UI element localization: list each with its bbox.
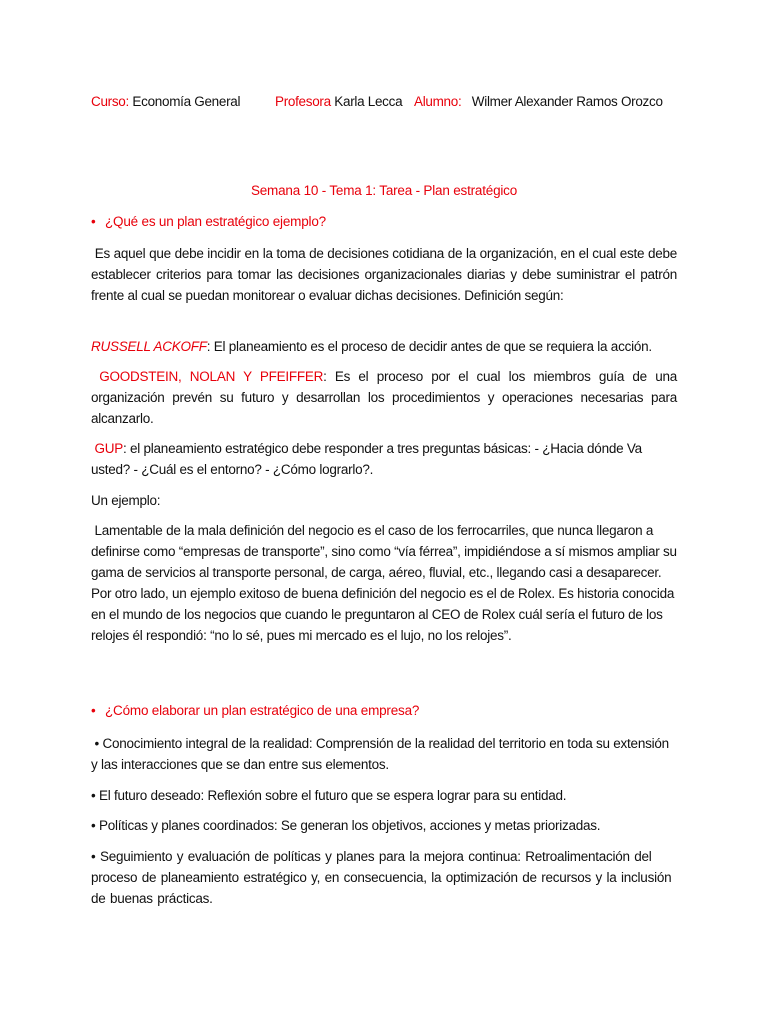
student-value: Wilmer Alexander Ramos Orozco	[471, 94, 663, 109]
list-item-text: • Conocimiento integral de la realidad: Comprensión de la realidad del territorio en toda su extensión y las interacciones que se dan entre sus elementos.	[91, 736, 669, 772]
section1-question-text: ¿Qué es un plan estratégico ejemplo?	[105, 214, 326, 229]
definition-ackoff-text: : El planeamiento es el proceso de decidir antes de que se requiera la acción.	[206, 339, 652, 354]
course-label: Curso:	[91, 94, 129, 109]
course-value: Economía General	[132, 94, 241, 109]
definition-goodstein-author: GOODSTEIN, NOLAN Y PFEIFFER	[99, 369, 324, 384]
definition-ackoff-author: RUSSELL ACKOFF	[91, 339, 207, 354]
bullet-icon: •	[91, 214, 96, 229]
definition-ackoff	[91, 336, 677, 357]
bullet-icon: •	[91, 703, 96, 718]
definition-paragraph-text: Es aquel que debe incidir en la toma de decisiones cotidiana de la organización, en el cual este debe establecer criterios para tomar las decisiones organizacionales diarias y debe suministrar el patrón frente al cual se puedan monitorear o evaluar dichas decisiones. Definición según:	[91, 246, 677, 303]
list-item	[91, 815, 677, 836]
definition-goodstein	[91, 366, 677, 429]
definition-gup	[91, 438, 677, 480]
list-item	[91, 846, 677, 909]
course-field	[91, 94, 240, 109]
teacher-field	[275, 94, 402, 109]
student-label: Alumno:	[414, 94, 462, 109]
definition-gup-author: GUP	[94, 441, 124, 456]
student-field	[414, 94, 663, 109]
example-paragraph-text: Lamentable de la mala definición del negocio es el caso de los ferrocarriles, que nunca llegaron a definirse como “empresas de transporte”, sino como “vía férrea”, impidiéndose a sí mismos ampliar su gama de servicios al transporte personal, de carga, aéreo, fluvial, etc., llegando casi a desaparecer. Por otro lado, un ejemplo exitoso de buena definición del negocio es el de Rolex. Es historia conocida en el mundo de los negocios que cuando le preguntaron al CEO de Rolex cuál sería el futuro de los relojes él respondió: “no lo sé, pues mi mercado es el lujo, no los relojes”.	[91, 523, 677, 643]
example-label: Un ejemplo:	[91, 493, 161, 508]
definition-goodstein-text: : Es el proceso por el cual los miembros guía de una organización prevén su futuro y desarrollan los procedimientos y operaciones necesarias para alcanzarlo.	[91, 369, 677, 426]
list-item-text: • Políticas y planes coordinados: Se generan los objetivos, acciones y metas priorizadas.	[91, 818, 601, 833]
section1-question	[91, 214, 326, 229]
section2-question-text: ¿Cómo elaborar un plan estratégico de una empresa?	[105, 703, 420, 718]
page-title: Semana 10 - Tema 1: Tarea - Plan estratégico	[250, 183, 518, 198]
example-paragraph	[91, 520, 677, 646]
teacher-label: Profesora	[275, 94, 331, 109]
list-item	[91, 733, 677, 775]
teacher-value: Karla Lecca	[334, 94, 403, 109]
definition-gup-text: : el planeamiento estratégico debe responder a tres preguntas básicas: - ¿Hacia dónde Va usted? - ¿Cuál es el entorno? - ¿Cómo lograrlo?.	[91, 441, 642, 477]
list-item-text: • Seguimiento y evaluación de políticas y planes para la mejora continua: Retroalimentación del proceso de planeamiento estratégico y, en consecuencia, la optimización de recursos y la inclusión de buenas prácticas.	[91, 849, 672, 906]
section2-question	[91, 703, 419, 718]
list-item	[91, 785, 677, 806]
list-item-text: • El futuro deseado: Reflexión sobre el futuro que se espera lograr para su entidad.	[91, 788, 567, 803]
definition-paragraph	[91, 243, 677, 306]
